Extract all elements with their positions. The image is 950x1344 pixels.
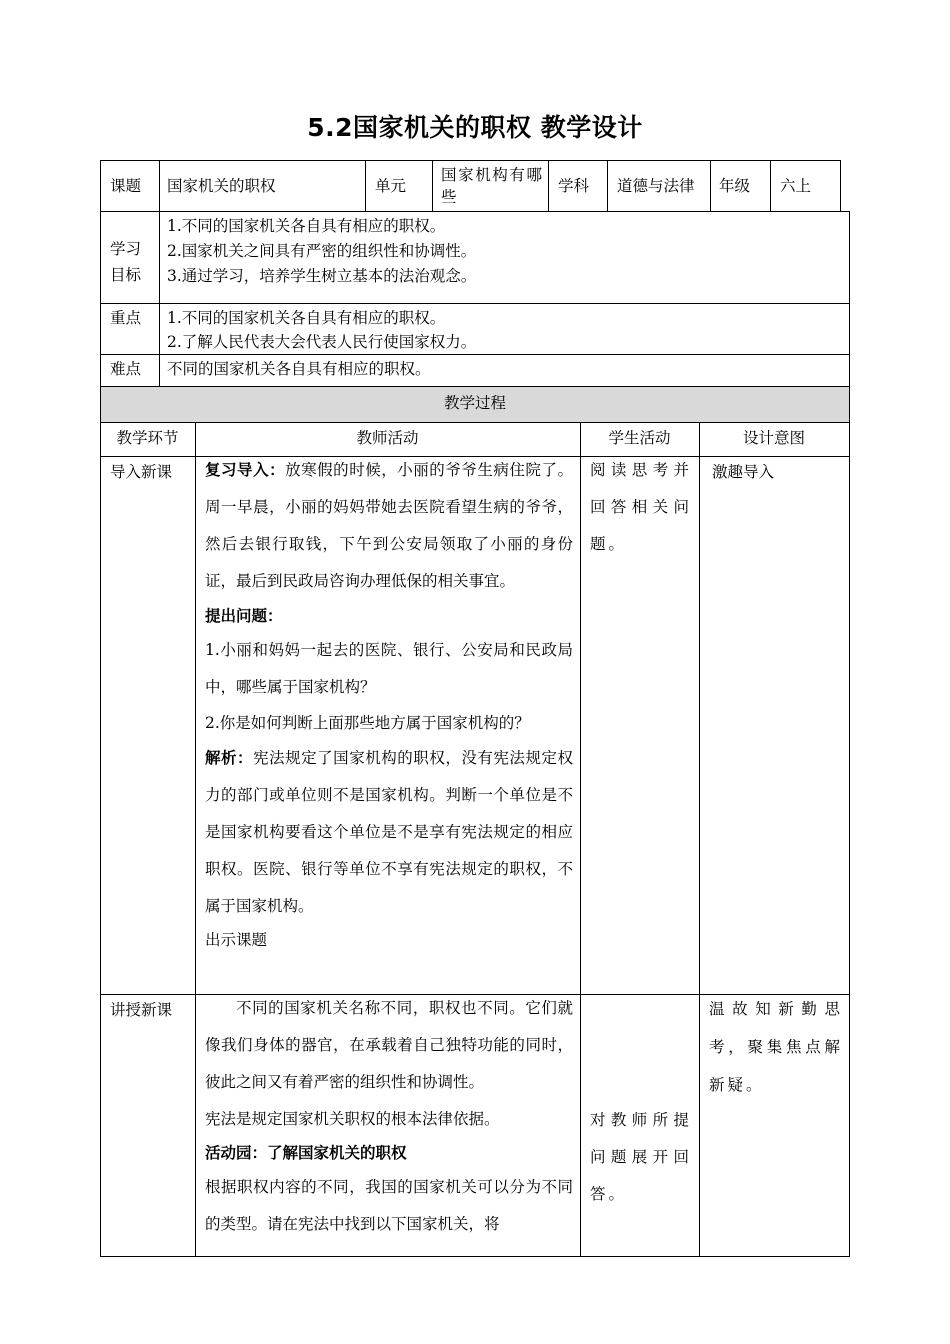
teacher-activity-intro <box>205 452 573 955</box>
unit-value: 国家机构有哪些 <box>441 166 542 206</box>
show-topic: 出示课题 <box>205 931 268 949</box>
question-2: 2.你是如何判断上面那些地方属于国家机构的？ <box>205 714 530 732</box>
lecture-para-3: 根据职权内容的不同，我国的国家机关可以分为不同的类型。请在宪法中找到以下国家机关，将 <box>205 1178 573 1233</box>
question-1: 1.小丽和妈妈一起去的医院、银行、公安局和民政局中，哪些属于国家机构？ <box>205 641 573 696</box>
stage-lecture: 讲授新课 <box>110 1001 173 1019</box>
topic-label: 课题 <box>110 177 142 195</box>
student-activity-intro: 阅读思考并回答相关问题。 <box>590 461 692 553</box>
key-point-item: 1.不同的国家机关各自具有相应的职权。 <box>167 309 446 327</box>
goals-list <box>167 214 476 289</box>
goal-item: 3.通过学习，培养学生树立基本的法治观念。 <box>167 267 477 285</box>
difficulty-label: 难点 <box>110 360 142 378</box>
review-label: 复习导入： <box>205 461 286 479</box>
col-header-teacher: 教师活动 <box>356 429 419 447</box>
lecture-para-1: 不同的国家机关名称不同，职权也不同。它们就像我们身体的器官，在承载着自己独特功能的同时，彼此之间又有着严密的组织性和协调性。 <box>205 999 573 1091</box>
goal-item: 2.国家机关之间具有严密的组织性和协调性。 <box>167 242 477 260</box>
grade-value: 六上 <box>780 177 812 195</box>
topic-value: 国家机关的职权 <box>167 177 276 195</box>
teacher-activity-lecture <box>205 990 573 1243</box>
subject-value: 道德与法律 <box>617 177 695 195</box>
review-text: 放寒假的时候，小丽的爷爷生病住院了。周一早晨，小丽的妈妈带她去医院看望生病的爷爷，然后去银行取钱，下午到公安局领取了小丽的身份证，最后到民政局咨询办理低保的相关事宜。 <box>205 461 573 590</box>
process-heading: 教学过程 <box>443 394 506 412</box>
grade-label: 年级 <box>719 177 751 195</box>
page-title: 5.2国家机关的职权 教学设计 <box>307 113 643 142</box>
unit-label: 单元 <box>375 177 407 195</box>
key-points-label: 重点 <box>110 309 142 327</box>
col-header-intent: 设计意图 <box>742 429 805 447</box>
intent-lecture: 温故知新勤思考，聚集焦点解新疑。 <box>709 1000 843 1094</box>
intent-intro: 激趣导入 <box>712 463 775 481</box>
analysis-label: 解析： <box>205 749 254 767</box>
student-activity-lecture: 对教师所提问题展开回答。 <box>590 1111 692 1203</box>
key-points-list <box>167 306 476 354</box>
col-header-student: 学生活动 <box>608 429 671 447</box>
activity-label: 活动园：了解国家机关的职权 <box>205 1144 407 1162</box>
difficulty-value: 不同的国家机关各自具有相应的职权。 <box>167 360 431 378</box>
lecture-para-2: 宪法是规定国家机关职权的根本法律依据。 <box>205 1110 500 1128</box>
col-header-stage: 教学环节 <box>116 429 179 447</box>
key-point-item: 2.了解人民代表大会代表人民行使国家权力。 <box>167 333 477 351</box>
analysis-text: 宪法规定了国家机构的职权，没有宪法规定权力的部门或单位则不是国家机构。判断一个单位是不是国家机构要看这个单位是不是享有宪法规定的相应职权。医院、银行等单位不享有宪法规定的职权，不属于国家机构。 <box>205 749 573 915</box>
subject-label: 学科 <box>558 177 590 195</box>
question-label: 提出问题： <box>205 607 283 625</box>
stage-intro: 导入新课 <box>110 463 173 481</box>
goals-label: 学习目标 <box>110 240 142 284</box>
goal-item: 1.不同的国家机关各自具有相应的职权。 <box>167 217 446 235</box>
